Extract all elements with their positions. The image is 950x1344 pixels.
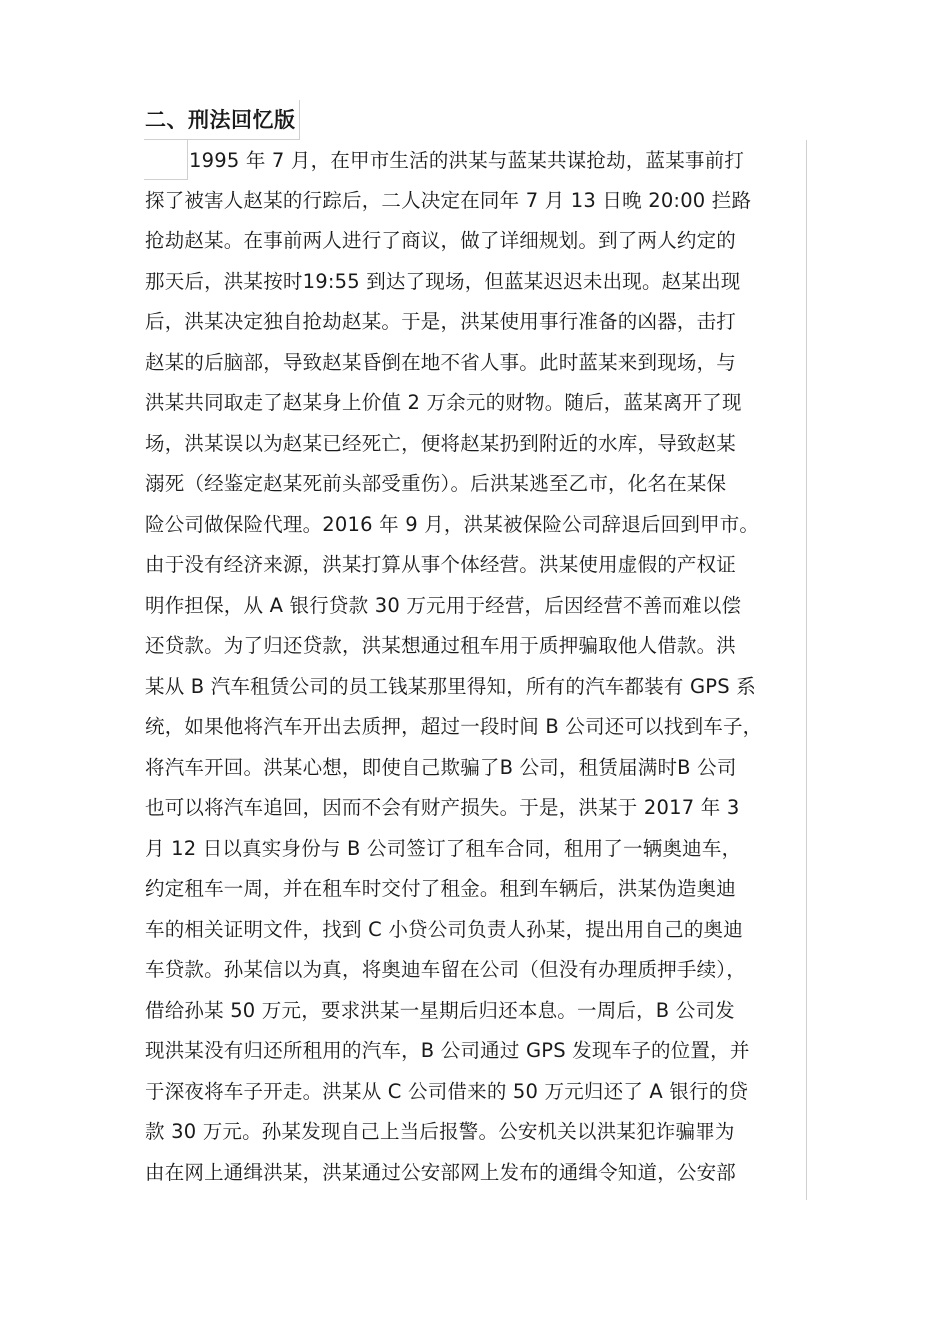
paragraph-line: 洪某共同取走了赵某身上价值 2 万余元的财物。随后，蓝某离开了现 bbox=[145, 391, 742, 414]
paragraph-line: 赵某的后脑部，导致赵某昏倒在地不省人事。此时蓝某来到现场，与 bbox=[145, 351, 737, 374]
paragraph-line: 后，洪某决定独自抢劫赵某。于是，洪某使用事行准备的凶器，击打 bbox=[145, 310, 737, 333]
paragraph-line: 还贷款。为了归还贷款，洪某想通过租车用于质押骗取他人借款。洪 bbox=[145, 634, 737, 657]
paragraph-line: 车贷款。孙某信以为真，将奥迪车留在公司（但没有办理质押手续）， bbox=[145, 958, 746, 981]
paragraph-line: 月 12 日以真实身份与 B 公司签订了租车合同，租用了一辆奥迪车， bbox=[145, 837, 742, 860]
paragraph-line: 将汽车开回。洪某心想，即使自己欺骗了B 公司，租赁届满时B 公司 bbox=[145, 756, 737, 779]
paragraph-line: 抢劫赵某。在事前两人进行了商议，做了详细规划。到了两人约定的 bbox=[145, 229, 737, 252]
paragraph-line: 也可以将汽车追回，因而不会有财产损失。于是，洪某于 2017 年 3 bbox=[145, 796, 740, 819]
paragraph-line: 那天后，洪某按时19:55 到达了现场，但蓝某迟迟未出现。赵某出现 bbox=[145, 270, 741, 293]
paragraph-line: 某从 B 汽车租赁公司的员工钱某那里得知，所有的汽车都装有 GPS 系 bbox=[145, 675, 756, 698]
paragraph-line: 探了被害人赵某的行踪后，二人决定在同年 7 月 13 日晚 20:00 拦路 bbox=[145, 189, 752, 212]
paragraph-line: 明作担保，从 A 银行贷款 30 万元用于经营，后因经营不善而难以偿 bbox=[145, 594, 742, 617]
first-line-indent-marker bbox=[144, 140, 188, 180]
paragraph-line: 约定租车一周，并在租车时交付了租金。租到车辆后，洪某伪造奥迪 bbox=[145, 877, 737, 900]
paragraph-line: 统，如果他将汽车开出去质押，超过一段时间 B 公司还可以找到车子， bbox=[145, 715, 763, 738]
paragraph-line: 险公司做保险代理。2016 年 9 月，洪某被保险公司辞退后回到甲市。 bbox=[145, 513, 760, 536]
section-heading: 二、刑法回忆版 bbox=[145, 108, 296, 132]
paragraph-line: 溺死（经鉴定赵某死前头部受重伤）。后洪某逃至乙市，化名在某保 bbox=[145, 472, 727, 495]
paragraph-line: 借给孙某 50 万元，要求洪某一星期后归还本息。一周后，B 公司发 bbox=[145, 999, 735, 1022]
paragraph-line: 1995 年 7 月，在甲市生活的洪某与蓝某共谋抢劫，蓝某事前打 bbox=[189, 149, 745, 172]
paragraph-line: 由在网上通缉洪某，洪某通过公安部网上发布的通缉令知道，公安部 bbox=[145, 1161, 737, 1184]
paragraph-line: 由于没有经济来源，洪某打算从事个体经营。洪某使用虚假的产权证 bbox=[145, 553, 737, 576]
paragraph-line: 款 30 万元。孙某发现自己上当后报警。公安机关以洪某犯诈骗罪为 bbox=[145, 1120, 735, 1143]
paragraph-line: 车的相关证明文件，找到 C 小贷公司负责人孙某，提出用自己的奥迪 bbox=[145, 918, 743, 941]
paragraph-line: 现洪某没有归还所租用的汽车，B 公司通过 GPS 发现车子的位置，并 bbox=[145, 1039, 750, 1062]
paragraph-line: 于深夜将车子开走。洪某从 C 公司借来的 50 万元归还了 A 银行的贷 bbox=[145, 1080, 749, 1103]
paragraph-line: 场，洪某误以为赵某已经死亡，便将赵某扔到附近的水库，导致赵某 bbox=[145, 432, 737, 455]
